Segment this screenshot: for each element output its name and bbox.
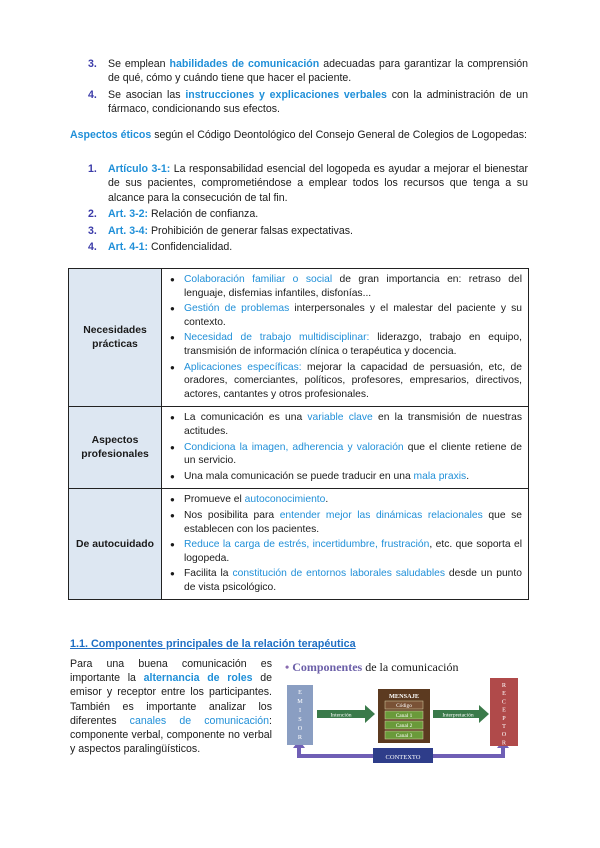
list-item: 1. Artículo 3-1: La responsabilidad esencial del logopeda es ayudar a mejorar el bienestar de sus pacientes, comprometiéndose a emplear todos los recursos que tenga a su alcance para la consecución de tal fin. [88,163,528,204]
table-row [69,489,529,600]
row-header: Necesidades prácticas [69,269,162,407]
ethics-intro: Aspectos éticos según el Código Deontológico del Consejo General de Colegios de Logopedas: [70,129,528,141]
item-number: 4. [88,88,97,101]
table-row [69,407,529,489]
contexto-arrow-left [299,746,373,756]
emisor-letter: O [297,725,303,732]
emisor-letter: I [298,707,302,714]
row-header: Aspectos profesionales [69,407,162,489]
contexto-label: CONTEXTO [385,754,421,761]
intencion-label: Intención [330,712,352,719]
interpretacion-label: Interpretación [442,712,474,719]
mensaje-row-label: Canal 2 [395,723,413,729]
emisor-letter: E [298,689,302,696]
mensaje-row-label: Canal 1 [395,713,413,719]
list-item: 4. Se asocian las instrucciones y explicaciones verbales con la administración de un fármaco, condicionando sus efectos. [88,88,528,116]
list-item: 3. Se emplean habilidades de comunicación adecuadas para garantizar la comprensión de qué, cómo y cuándo tiene que hacer el paciente. [88,58,529,85]
row-content: ● Promueve el autoconocimiento. ● Nos posibilita para entender mejor las dinámicas relacionales que se establecen con los pacientes. ● Reduce la carga de estrés, incertidumbre, frustración, etc. que soporta el logopeda. ● Facilita la constitución de entornos laborales saludables desde un punto de vista psicológico. [162,489,529,600]
receptor-letter: E [502,690,506,698]
contexto-arrow-right [433,746,503,756]
mensaje-label: MENSAJE [388,693,420,700]
section-paragraph: Para una buena comunicación es importante la alternancia de roles de emisor y receptor entre los participantes. También es importante analizar los diferentes canales de comunicación: componente verbal, componente no verbal y aspectos paralingüísticos. [70,658,272,756]
receptor-letter: C [501,698,507,706]
receptor-letter: P [502,714,506,722]
table-row [69,269,529,407]
list-item: 2. Art. 3-2: Relación de confianza. [88,208,259,221]
item-number: 3. [88,58,97,70]
title-bullet: • [285,660,293,674]
row-content: ● Colaboración familiar o social de gran importancia en: retraso del lenguaje, disfemias infantiles, disfonías... ● Gestión de problemas interpersonales y el malestar del paciente y su contexto. ● Necesidad de trabajo multidisciplinar: liderazgo, trabajo en equipo, transmisión de información clínica o terapéutica y docencia. ● Aplicaciones específicas: mejorar la capacidad de persuasión, etc, de oradores, comerciantes, políticos, profesores, empresarios, directivos, actores, cantantes y otros profesionales. [162,269,529,407]
top-list [88,57,528,119]
communication-diagram [283,660,528,772]
mensaje-row-label: Código [396,703,412,709]
row-content: ● La comunicación es una variable clave en la transmisión de nuestras actitudes. ● Condiciona la imagen, adherencia y valoración que el cliente retiene de un servicio. ● Una mala comunicación se puede traducir en una mala praxis. [162,407,529,489]
receptor-letter: T [502,723,506,730]
row-header: De autocuidado [69,489,162,600]
emisor-letter: M [297,698,303,705]
mensaje-row-label: Canal 3 [395,733,413,739]
emisor-letter: R [297,734,303,741]
receptor-letter: E [502,706,506,714]
emisor-letter: S [298,716,302,723]
section-heading: 1.1. Componentes principales de la relación terapéutica [70,638,356,650]
receptor-letter: O [501,731,507,739]
ethics-list [88,162,528,256]
list-item: 4. Art. 4-1: Confidencialidad. [88,241,233,254]
diagram-title: • Componentes de la comunicación [285,660,459,674]
receptor-letter: R [501,682,507,689]
communication-table [68,268,529,600]
list-item: 3. Art. 3-4: Prohibición de generar falsas expectativas. [88,224,353,237]
receptor-letter: R [501,739,507,747]
